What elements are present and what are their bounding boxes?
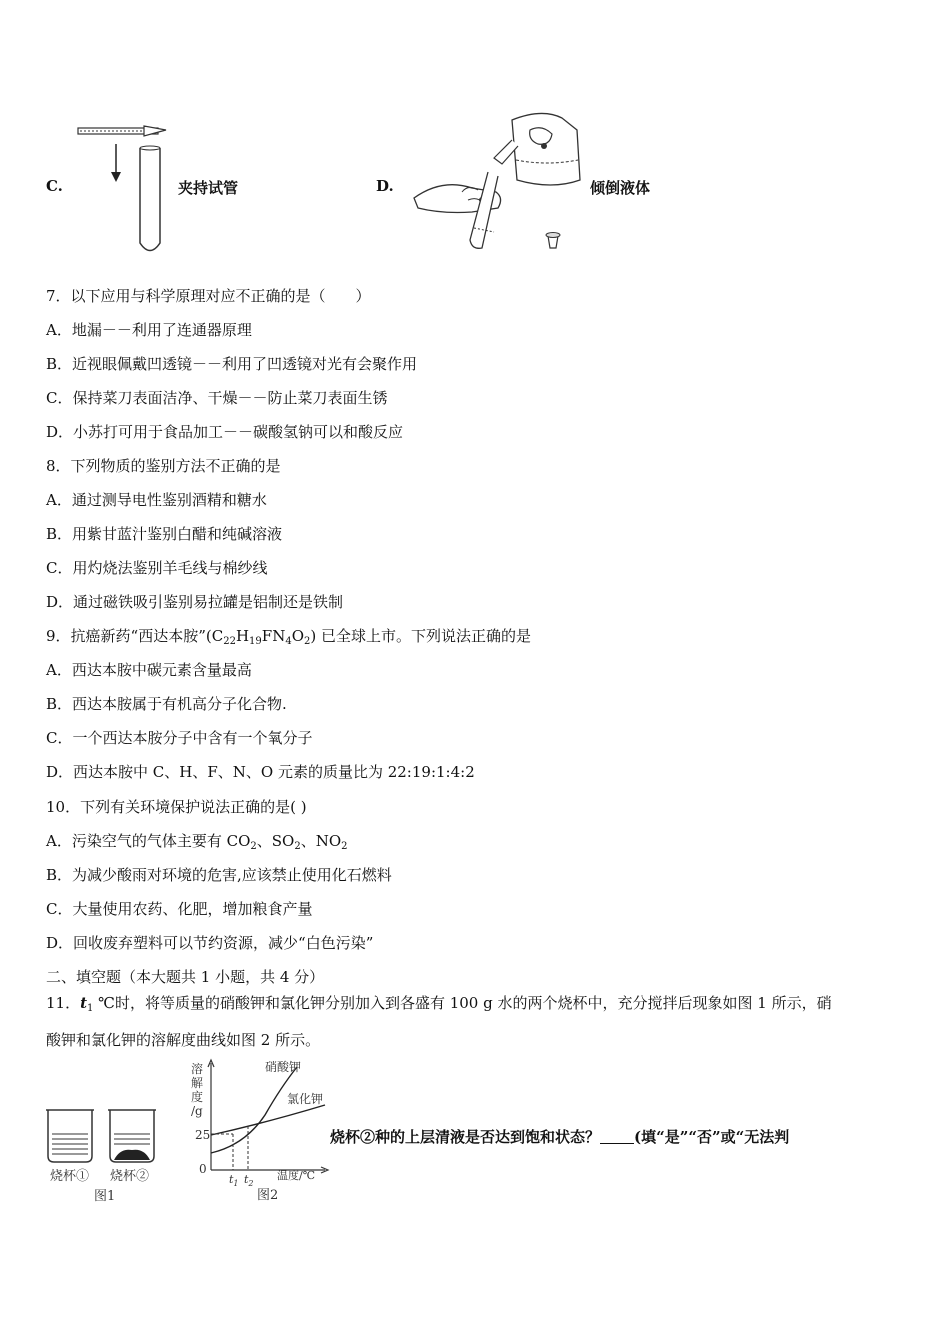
beaker-2	[108, 1110, 156, 1162]
y-label-3: 度	[191, 1090, 204, 1104]
option-d-letter: D.	[376, 177, 394, 195]
y-label-1: 溶	[191, 1062, 204, 1076]
origin-label: 0	[199, 1162, 207, 1176]
beaker-2-label: 烧杯②	[110, 1169, 150, 1184]
q11-line2: 酸钾和氯化钾的溶解度曲线如图 2 所示。	[46, 1031, 321, 1049]
q9-option-d: D．西达本胺中 C、H、F、N、O 元素的质量比为 22:19:1:4:2	[46, 763, 475, 781]
q8-option-a: A．通过测导电性鉴别酒精和糖水	[46, 491, 267, 509]
beaker-1	[46, 1110, 94, 1162]
q9-option-a: A．西达本胺中碳元素含量最高	[46, 661, 252, 679]
y-tick-25: 25	[195, 1128, 211, 1142]
q8-option-c: C．用灼烧法鉴别羊毛线与棉纱线	[46, 559, 268, 577]
q8-stem: 8．下列物质的鉴别方法不正确的是	[46, 457, 281, 475]
figure-1-caption: 图1	[94, 1189, 116, 1204]
y-label-2: 解	[191, 1076, 204, 1090]
t1-label: $t_1$	[229, 1173, 239, 1188]
y-label-4: /g	[191, 1104, 203, 1118]
q7-option-c: C．保持菜刀表面洁净、干燥－－防止菜刀表面生锈	[46, 389, 388, 407]
q8-option-d: D．通过磁铁吸引鉴别易拉罐是铝制还是铁制	[46, 593, 344, 611]
beaker-1-label: 烧杯①	[50, 1169, 90, 1184]
curve-kno3-label: 硝酸钾	[265, 1060, 302, 1074]
option-c-letter: C.	[46, 177, 63, 195]
x-label: 温度/℃	[277, 1169, 316, 1182]
figure-2-caption: 图2	[257, 1188, 279, 1203]
q10-option-a: A．污染空气的气体主要有 $CO_2$、$SO_2$、$NO_2$	[46, 832, 348, 852]
curve-kno3	[211, 1067, 297, 1153]
q9-option-b: B．西达本胺属于有机高分子化合物.	[46, 695, 287, 713]
test-tube-holder-illustration	[74, 118, 174, 258]
section-heading: 二、填空题（本大题共 1 小题，共 4 分）	[46, 968, 325, 986]
q9-stem: 9．抗癌新药“西达本胺$”(C_{22}H_{19}FN_4O_2)$ 已全球上市。下列说法正确的是	[46, 627, 532, 647]
t2-label: $t_2$	[244, 1173, 254, 1188]
q7-stem: 7．以下应用与科学原理对应不正确的是（ ）	[46, 287, 371, 305]
option-c-caption: 夹持试管	[178, 179, 239, 197]
q10-option-c: C．大量使用农药、化肥，增加粮食产量	[46, 900, 313, 918]
figure-1-beakers	[40, 1100, 170, 1210]
figure-2-solubility-chart	[185, 1055, 335, 1205]
q8-option-b: B．用紫甘蓝汁鉴别白醋和纯碱溶液	[46, 525, 283, 543]
q11-question: 烧杯②种的上层清液是否达到饱和状态？ (填“是”“否”或“无法判	[330, 1128, 790, 1146]
option-d-caption: 倾倒液体	[590, 179, 651, 197]
q10-option-d: D．回收废弃塑料可以节约资源，减少“白色污染”	[46, 934, 374, 952]
answer-blank[interactable]	[600, 1129, 634, 1144]
q7-option-a: A．地漏－－利用了连通器原理	[46, 321, 252, 339]
q10-stem: 10．下列有关环境保护说法正确的是( )	[46, 798, 307, 816]
q7-option-b: B．近视眼佩戴凹透镜－－利用了凹透镜对光有会聚作用	[46, 355, 418, 373]
q10-option-b: B．为减少酸雨对环境的危害,应该禁止使用化石燃料	[46, 866, 392, 884]
q11-line1: 11．$t_1$ ℃时，将等质量的硝酸钾和氯化钾分别加入到各盛有 100 g 水的两个烧杯中，充分搅拌后现象如图 1 所示，硝	[46, 994, 832, 1014]
curve-kcl-label: 氯化钾	[287, 1092, 324, 1106]
q7-option-d: D．小苏打可用于食品加工－－碳酸氢钠可以和酸反应	[46, 423, 404, 441]
pouring-liquid-illustration	[412, 100, 587, 255]
q9-option-c: C．一个西达本胺分子中含有一个氧分子	[46, 729, 313, 747]
